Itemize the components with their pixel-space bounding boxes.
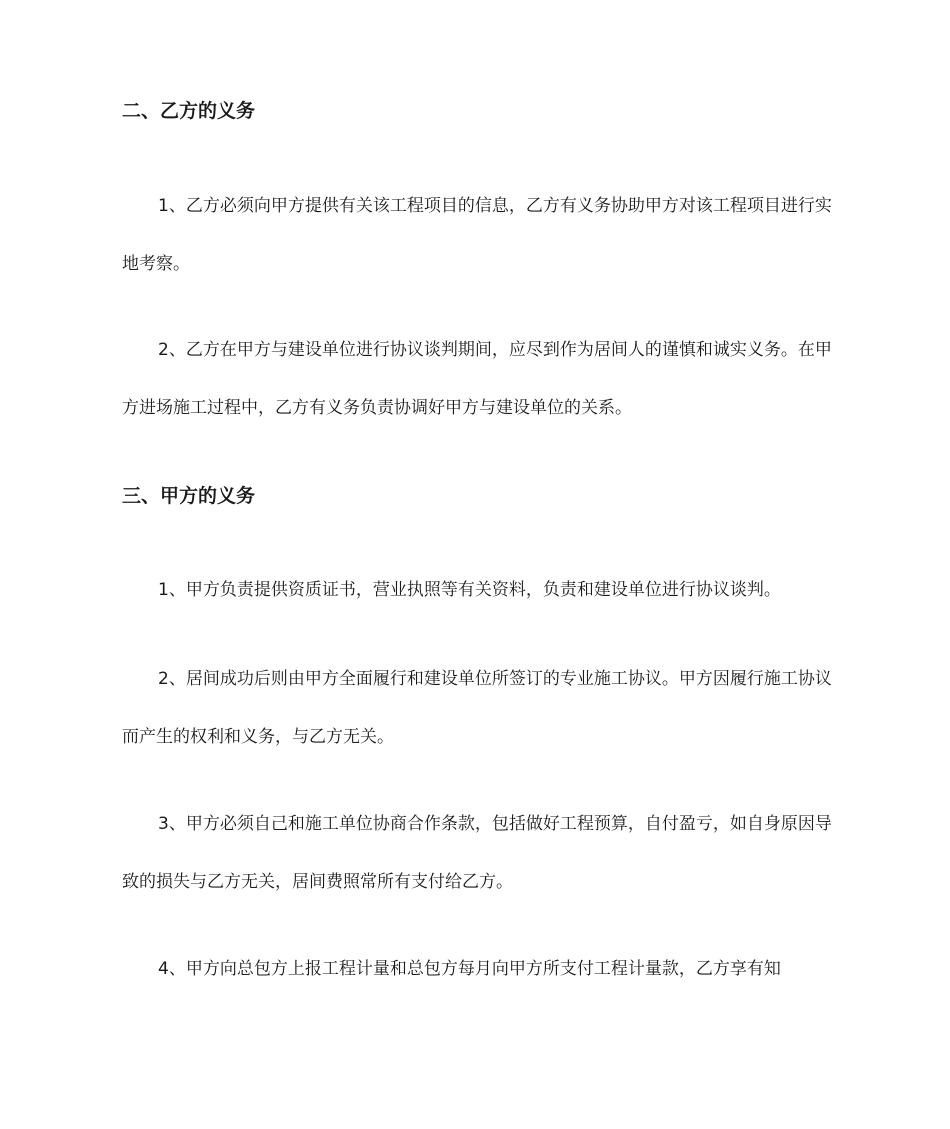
- section-heading-jiafang-obligations: 三、甲方的义务: [122, 485, 256, 507]
- paragraph-yifang-item-2: 2、乙方在甲方与建设单位进行协议谈判期间，应尽到作为居间人的谨慎和诚实义务。在甲方进场施工过程中，乙方有义务负责协调好甲方与建设单位的关系。: [122, 340, 832, 418]
- paragraph-jiafang-item-1: 1、甲方负责提供资质证书，营业执照等有关资料，负责和建设单位进行协议谈判。: [158, 580, 781, 600]
- section-heading-yifang-obligations: 二、乙方的义务: [122, 100, 256, 122]
- paragraph-jiafang-item-2: 2、居间成功后则由甲方全面履行和建设单位所签订的专业施工协议。甲方因履行施工协议而产生的权利和义务，与乙方无关。: [122, 669, 832, 747]
- paragraph-yifang-item-1: 1、乙方必须向甲方提供有关该工程项目的信息，乙方有义务协助甲方对该工程项目进行实地考察。: [122, 196, 832, 274]
- paragraph-jiafang-item-3: 3、甲方必须自己和施工单位协商合作条款，包括做好工程预算，自付盈亏，如自身原因导致的损失与乙方无关，居间费照常所有支付给乙方。: [122, 814, 832, 892]
- paragraph-jiafang-item-4: 4、甲方向总包方上报工程计量和总包方每月向甲方所支付工程计量款，乙方享有知: [158, 959, 781, 979]
